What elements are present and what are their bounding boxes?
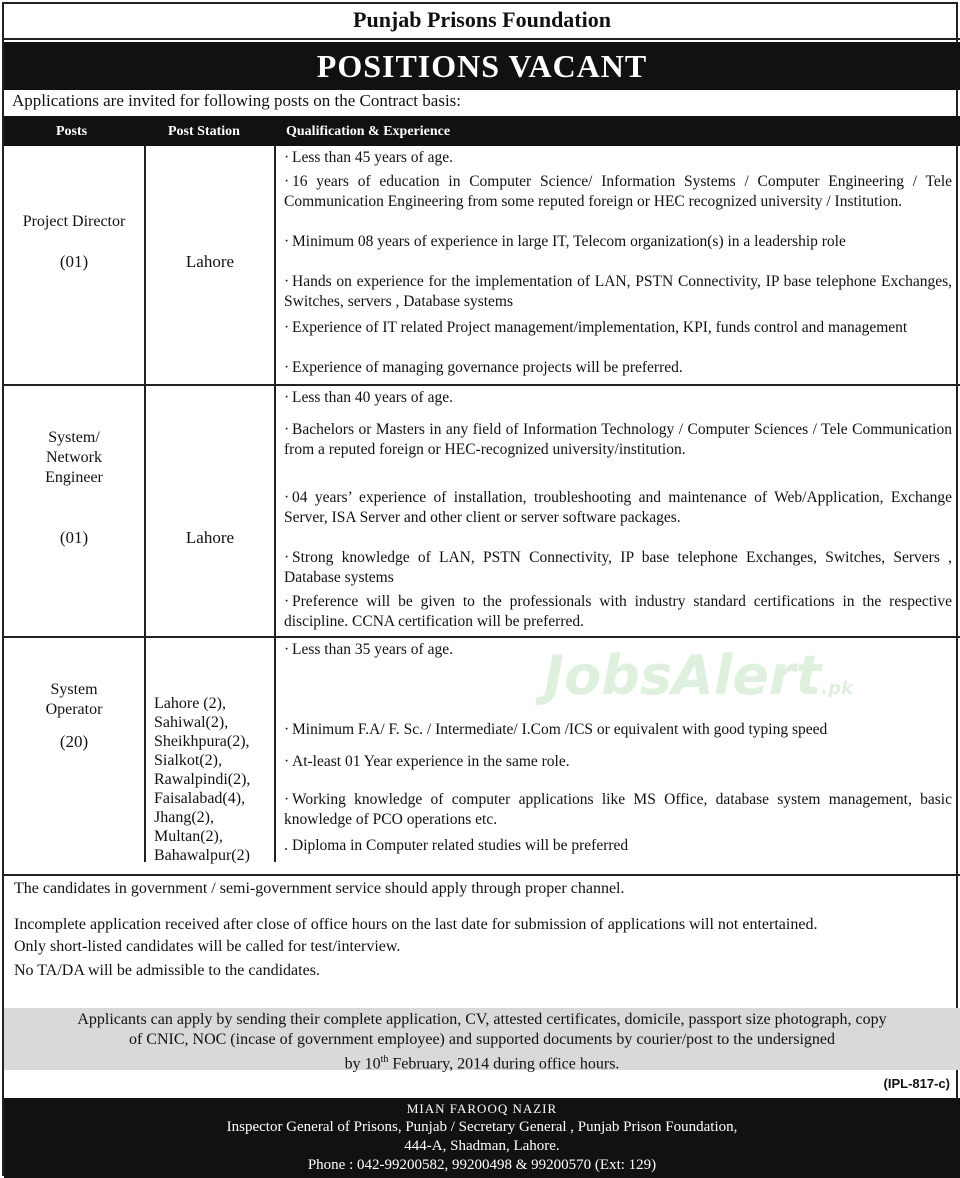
qualification-item: · Strong knowledge of LAN, PSTN Connectivity, IP base telephone Exchanges, Switches, Servers , Database systems: [284, 549, 952, 586]
qualification-item: · Working knowledge of computer applications like MS Office, database system management, basic knowledge of PCO operations etc.: [284, 791, 952, 828]
column-header-posts: Posts: [56, 124, 88, 139]
qualification-item: · Less than 40 years of age.: [284, 389, 453, 406]
intro-text: Applications are invited for following posts on the Contract basis:: [12, 91, 462, 110]
qualification-item: · Bachelors or Masters in any field of Information Technology / Computer Sciences / Tele Communication from a reputed foreign or HEC-recognized university/institution.: [284, 421, 952, 458]
station-item: Bahawalpur(2): [154, 847, 250, 864]
post-name-line: Operator: [45, 701, 103, 718]
signatory-title: Inspector General of Prisons, Punjab / Secretary General , Punjab Prison Foundation,: [226, 1119, 738, 1135]
signature-block: [4, 1098, 960, 1178]
organization-title: Punjab Prisons Foundation: [4, 4, 960, 40]
post-count: (20): [59, 732, 89, 751]
qualification-item: · Minimum 08 years of experience in large IT, Telecom organization(s) in a leadership role: [284, 233, 846, 250]
qualification-item: · Experience of IT related Project management/implementation, KPI, funds control and management: [284, 319, 908, 336]
station-item: Faisalabad(4),: [154, 790, 246, 807]
advertisement: [2, 2, 958, 1176]
watermark-logo: JobsAlert.pk: [544, 644, 854, 707]
station-item: Lahore (2),: [154, 695, 226, 712]
qualification-item: · 16 years of education in Computer Science/ Information Systems / Computer Engineering / Tele Communication Engineering from some reputed foreign or HEC recognized university / Institution.: [284, 173, 952, 210]
qualification-item: · Less than 45 years of age.: [284, 149, 453, 166]
apply-line: Applicants can apply by sending their complete application, CV, attested certificates, domicile, passport size photograph, copy: [77, 1011, 887, 1028]
reference-code: (IPL-817-c): [883, 1076, 950, 1091]
station-list: [154, 694, 272, 865]
post-station: Lahore: [185, 252, 235, 271]
qualification-item: . Diploma in Computer related studies will be preferred: [284, 837, 629, 854]
station-item: Sialkot(2),: [154, 752, 222, 769]
post-station: Lahore: [185, 528, 235, 547]
apply-instructions: [4, 1008, 960, 1073]
apply-line: of CNIC, NOC (incase of government employee) and supported documents by courier/post to the undersigned: [128, 1031, 836, 1048]
table-header: [4, 116, 960, 146]
station-item: Jhang(2),: [154, 809, 214, 826]
post-name-line: Network: [46, 449, 102, 466]
table-row: [4, 638, 960, 876]
positions-banner: POSITIONS VACANT: [4, 42, 960, 90]
qualification-item: · Preference will be given to the professionals with industry standard certifications in the respective discipline. CCNA certification will be preferred.: [284, 593, 952, 630]
qualification-item: · 04 years’ experience of installation, troubleshooting and maintenance of Web/Application, Exchange Server, ISA Server and other client or server software packages.: [284, 489, 952, 526]
table-row: [4, 146, 960, 386]
station-item: Multan(2),: [154, 828, 223, 845]
note-text: Incomplete application received after close of office hours on the last date for submission of applications will not entertained.: [14, 916, 818, 933]
qualification-item: · Experience of managing governance projects will be preferred.: [284, 359, 683, 376]
post-count: (01): [59, 528, 89, 547]
qualification-item: · Minimum F.A/ F. Sc. / Intermediate/ I.Com /ICS or equivalent with good typing speed: [284, 721, 828, 738]
post-name-line: Engineer: [45, 469, 103, 486]
station-item: Rawalpindi(2),: [154, 771, 251, 788]
table-row: [4, 386, 960, 638]
post-name-line: System/: [48, 429, 100, 446]
signatory-phone: Phone : 042-99200582, 99200498 & 99200570 (Ext: 129): [307, 1157, 657, 1173]
post-name: Project Director: [22, 213, 126, 230]
station-item: Sheikhpura(2),: [154, 733, 250, 750]
qualification-item: · Hands on experience for the implementation of LAN, PSTN Connectivity, IP base telephone Exchanges, Switches, servers , Database systems: [284, 273, 952, 310]
column-header-station: Post Station: [168, 124, 240, 139]
column-header-qualification: Qualification & Experience: [286, 124, 451, 139]
qualification-item: · Less than 35 years of age.: [284, 641, 453, 658]
post-count: (01): [59, 252, 89, 271]
note-text: Only short-listed candidates will be called for test/interview.: [14, 938, 401, 955]
note-text: No TA/DA will be admissible to the candidates.: [14, 962, 320, 979]
qualification-item: · At-least 01 Year experience in the same role.: [284, 753, 570, 770]
signatory-name: MIAN FAROOQ NAZIR: [406, 1101, 558, 1116]
signatory-address: 444-A, Shadman, Lahore.: [404, 1138, 560, 1154]
apply-deadline: by 10th February, 2014 during office hours.: [344, 1054, 620, 1073]
note-text: The candidates in government / semi-government service should apply through proper channel.: [14, 880, 625, 897]
post-name-line: System: [50, 681, 98, 698]
station-item: Sahiwal(2),: [154, 714, 229, 731]
